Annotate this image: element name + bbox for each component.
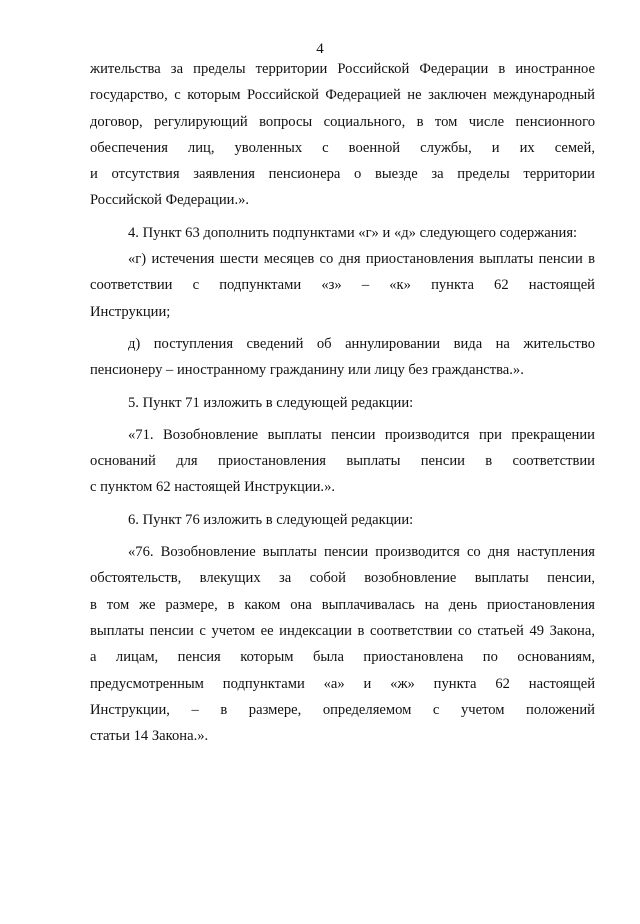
text-line: «г) истечения шести месяцев со дня приостановления выплаты пенсии в xyxy=(128,251,595,268)
text-line: жительства за пределы территории Российской Федерации в иностранное xyxy=(90,61,595,77)
text-line: Российской Федерации.». xyxy=(90,192,250,209)
text-line: 5. Пункт 71 изложить в следующей редакции: xyxy=(128,394,414,411)
text-line: пенсионеру – иностранному гражданину или лицу без гражданства.». xyxy=(90,362,524,379)
page-number: 4 xyxy=(316,41,324,57)
text-line: 6. Пункт 76 изложить в следующей редакции: xyxy=(128,511,414,528)
text-line: предусмотренным подпунктами «а» и «ж» пункта 62 настоящей xyxy=(90,675,595,692)
text-line: государство, с которым Российской Федерацией не заключен международный xyxy=(90,87,595,104)
text-line: д) поступления сведений об аннулировании вида на жительство xyxy=(128,335,595,352)
text-line: обстоятельств, влекущих за собой возобновление выплаты пенсии, xyxy=(90,570,595,587)
text-line: статьи 14 Закона.». xyxy=(90,728,209,745)
text-line: договор, регулирующий вопросы социального, в том числе пенсионного xyxy=(90,113,595,130)
text-line: «71. Возобновление выплаты пенсии производится при прекращении xyxy=(128,426,595,443)
text-line: оснований для приостановления выплаты пенсии в соответствии xyxy=(90,453,595,470)
text-line: с пунктом 62 настоящей Инструкции.». xyxy=(90,479,336,496)
text-line: и отсутствия заявления пенсионера о выезде за пределы территории xyxy=(90,166,595,183)
text-line: Инструкции, – в размере, определяемом с учетом положений xyxy=(90,701,595,718)
text-line: а лицам, пенсия которым была приостановлена по основаниям, xyxy=(90,649,595,666)
text-line: соответствии с подпунктами «з» – «к» пункта 62 настоящей xyxy=(90,277,595,294)
text-line: выплаты пенсии с учетом ее индексации в соответствии со статьей 49 Закона, xyxy=(90,622,595,639)
text-line: «76. Возобновление выплаты пенсии производится со дня наступления xyxy=(128,544,595,561)
text-line: обеспечения лиц, уволенных с военной службы, и их семей, xyxy=(90,139,595,156)
text-line: в том же размере, в каком она выплачивалась на день приостановления xyxy=(90,596,595,613)
text-line: 4. Пункт 63 дополнить подпунктами «г» и «д» следующего содержания: xyxy=(128,224,578,241)
document-body xyxy=(90,56,595,749)
text-line: Инструкции; xyxy=(90,303,171,320)
